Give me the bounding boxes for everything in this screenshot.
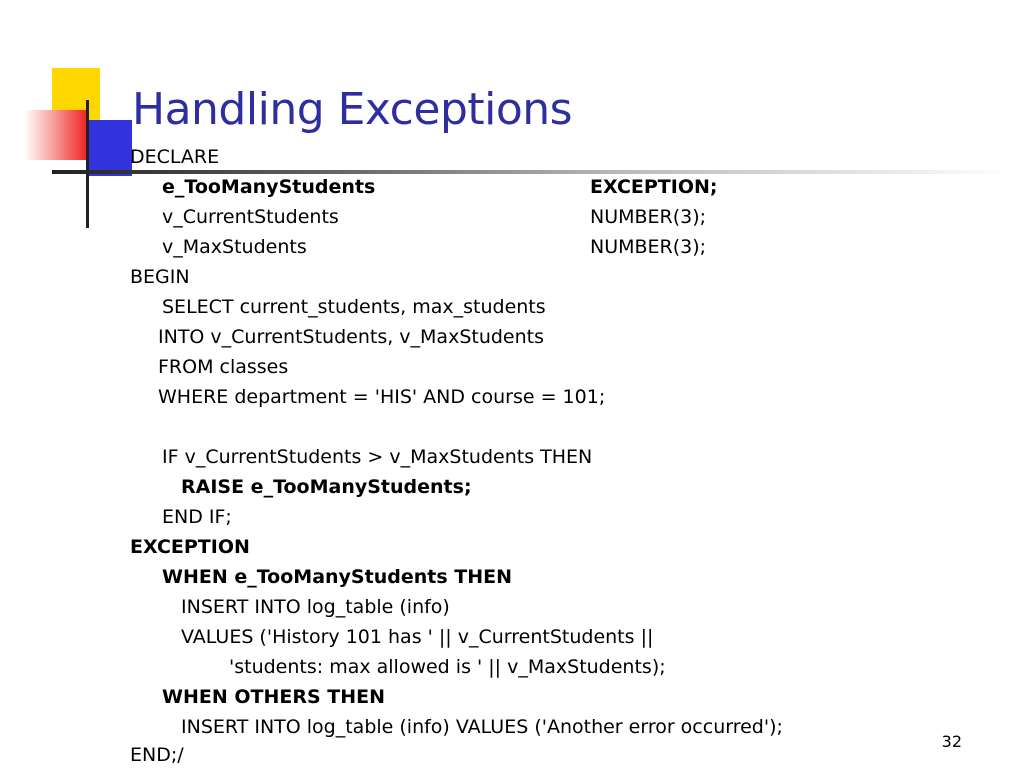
code-line-end: END;/ (130, 744, 184, 766)
code-line-insert-2: INSERT INTO log_table (info) VALUES ('Another error occurred'); (181, 716, 783, 738)
code-line-current-var: v_CurrentStudents (162, 206, 339, 228)
code-line-where: WHERE department = 'HIS' AND course = 101; (158, 386, 606, 408)
code-line-raise: RAISE e_TooManyStudents; (181, 476, 472, 498)
code-line-begin: BEGIN (130, 266, 190, 288)
code-line-from: FROM classes (158, 356, 289, 378)
code-line-when-too-many: WHEN e_TooManyStudents THEN (162, 566, 512, 588)
code-line-declare: DECLARE (130, 146, 220, 168)
code-line-select: SELECT current_students, max_students (162, 296, 546, 318)
code-line-insert-1: INSERT INTO log_table (info) (181, 596, 450, 618)
code-line-max-var: v_MaxStudents (162, 236, 307, 258)
decor-red-square (24, 110, 88, 160)
code-line-values-cont: 'students: max allowed is ' || v_MaxStudents); (229, 656, 666, 678)
code-line-into: INTO v_CurrentStudents, v_MaxStudents (158, 326, 545, 348)
page-number: 32 (941, 732, 962, 751)
code-line-exception: EXCEPTION (130, 536, 250, 558)
code-line-current-type: NUMBER(3); (590, 206, 707, 228)
code-line-exception-type: EXCEPTION; (590, 176, 718, 198)
slide-title: Handling Exceptions (132, 84, 573, 135)
decor-vertical-rule (86, 100, 89, 228)
code-line-exception-var: e_TooManyStudents (162, 176, 376, 198)
code-line-end-if: END IF; (162, 506, 232, 528)
code-line-max-type: NUMBER(3); (590, 236, 707, 258)
code-line-values-1: VALUES ('History 101 has ' || v_CurrentStudents || (181, 626, 654, 648)
code-line-when-others: WHEN OTHERS THEN (162, 686, 386, 708)
decor-blue-square (88, 120, 132, 176)
code-line-if: IF v_CurrentStudents > v_MaxStudents THEN (162, 446, 593, 468)
